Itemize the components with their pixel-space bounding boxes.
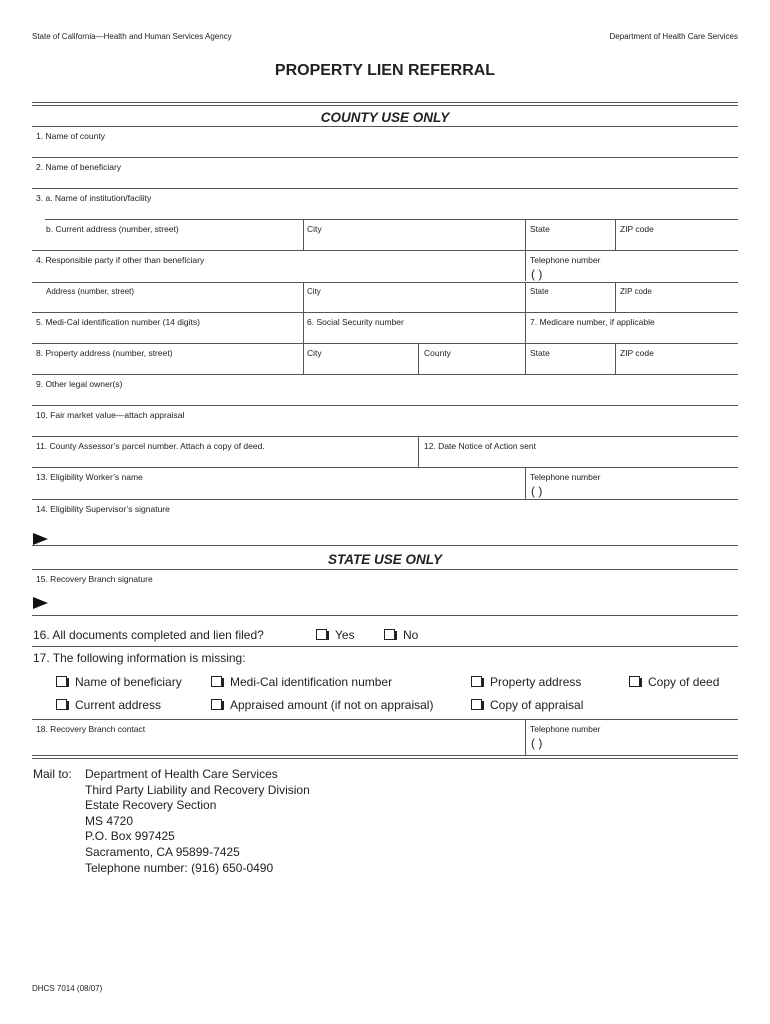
supervisor-signature-field[interactable] [52, 520, 738, 544]
field-3a-label: 3. a. Name of institution/facility [36, 193, 152, 203]
field-4-tel-label: Telephone number [530, 255, 601, 265]
field-1-label: 1. Name of county [36, 131, 105, 141]
divider [32, 250, 738, 251]
mail-address-block [85, 767, 310, 876]
checkbox-icon [471, 676, 482, 687]
divider [303, 313, 304, 343]
field-4-city-label: City [307, 287, 321, 296]
divider [32, 755, 738, 756]
form-id: DHCS 7014 (08/07) [32, 984, 103, 993]
divider [525, 251, 526, 281]
question-16: 16. All documents completed and lien filed? [33, 628, 264, 642]
department-header: Department of Health Care Services [609, 32, 738, 41]
divider [32, 374, 738, 375]
divider [418, 344, 419, 374]
county-section-heading: COUNTY USE ONLY [320, 110, 450, 125]
mail-address-line: Estate Recovery Section [85, 798, 217, 813]
telephone-area-code[interactable]: ( ) [531, 484, 543, 498]
mail-address-line: MS 4720 [85, 813, 134, 828]
divider [303, 344, 304, 374]
divider [525, 283, 526, 312]
divider [32, 102, 738, 103]
institution-name-field[interactable] [32, 189, 738, 219]
checkbox-icon [211, 699, 222, 710]
missing-copy-of-appraisal-checkbox[interactable]: Copy of appraisal [471, 698, 583, 712]
mail-address-line: Sacramento, CA 95899-7425 [85, 844, 240, 859]
divider [32, 569, 738, 570]
field-8-zip-label: ZIP code [620, 348, 654, 358]
missing-current-address-checkbox[interactable]: Current address [56, 698, 161, 712]
checkbox-icon [629, 676, 640, 687]
divider [32, 343, 738, 344]
divider [525, 344, 526, 374]
mail-to-label: Mail to: [33, 767, 72, 781]
field-4-state-label: State [530, 287, 549, 296]
yes-checkbox[interactable]: Yes [316, 628, 355, 642]
agency-header: State of California—Health and Human Services Agency [32, 32, 232, 41]
divider [615, 283, 616, 312]
mail-address-line: Department of Health Care Services [85, 767, 278, 781]
field-8-city-label: City [307, 348, 322, 358]
checkbox-icon [471, 699, 482, 710]
missing-appraised-amount-checkbox[interactable]: Appraised amount (if not on appraisal) [211, 698, 433, 712]
missing-copy-of-deed-checkbox[interactable]: Copy of deed [629, 675, 719, 689]
no-checkbox[interactable]: No [384, 628, 418, 642]
recovery-signature-field[interactable] [52, 588, 738, 614]
divider [32, 499, 738, 500]
field-13-label: 13. Eligibility Worker’s name [36, 472, 143, 482]
field-14-label: 14. Eligibility Supervisor’s signature [36, 504, 170, 514]
divider [32, 282, 738, 283]
divider [418, 437, 419, 467]
divider [32, 436, 738, 437]
divider [32, 105, 738, 106]
divider [303, 220, 304, 250]
missing-name-of-beneficiary-checkbox[interactable]: Name of beneficiary [56, 675, 182, 689]
divider [32, 405, 738, 406]
divider [303, 283, 304, 312]
telephone-area-code[interactable]: ( ) [531, 267, 543, 281]
field-4-label: 4. Responsible party if other than beneficiary [36, 255, 205, 265]
divider [45, 219, 738, 220]
checkbox-icon [384, 629, 395, 640]
checkbox-icon [316, 629, 327, 640]
question-17: 17. The following information is missing: [33, 651, 246, 665]
arrow-icon [33, 597, 48, 609]
divider [525, 468, 526, 499]
field-3b-state-label: State [530, 224, 550, 234]
state-section-heading: STATE USE ONLY [327, 552, 442, 567]
checkbox-icon [56, 676, 67, 687]
field-15-label: 15. Recovery Branch signature [36, 574, 153, 584]
field-10-label: 10. Fair market value—attach appraisal [36, 410, 185, 420]
mail-address-line: Telephone number: (916) 650-0490 [85, 860, 274, 875]
field-18-tel-label: Telephone number [530, 724, 601, 734]
divider [615, 220, 616, 250]
field-8-state-label: State [530, 348, 550, 358]
field-13-tel-label: Telephone number [530, 472, 601, 482]
telephone-area-code[interactable]: ( ) [531, 736, 543, 750]
field-8-label: 8. Property address (number, street) [36, 348, 173, 358]
field-5-label: 5. Medi-Cal identification number (14 digits) [36, 317, 200, 327]
field-4-zip-label: ZIP code [620, 287, 652, 296]
county-name-field[interactable] [32, 127, 738, 157]
divider [32, 646, 738, 647]
divider [32, 758, 738, 759]
field-18-label: 18. Recovery Branch contact [36, 724, 146, 734]
field-3b-city-label: City [307, 224, 322, 234]
page-title: PROPERTY LIEN REFERRAL [274, 62, 496, 79]
field-12-label: 12. Date Notice of Action sent [424, 441, 536, 451]
divider [32, 467, 738, 468]
missing-medi-cal-id-checkbox[interactable]: Medi-Cal identification number [211, 675, 392, 689]
field-11-label: 11. County Assessor’s parcel number. Attach a copy of deed. [36, 441, 265, 451]
field-4-address-label: Address (number, street) [46, 287, 135, 296]
field-7-label: 7. Medicare number, if applicable [530, 317, 655, 327]
arrow-icon [33, 533, 48, 545]
divider [32, 719, 738, 720]
mail-address-line: Third Party Liability and Recovery Division [85, 782, 310, 797]
checkbox-icon [56, 699, 67, 710]
divider [525, 720, 526, 755]
field-8-county-label: County [424, 348, 451, 358]
divider [615, 344, 616, 374]
divider [525, 220, 526, 250]
field-3b-label: b. Current address (number, street) [46, 224, 179, 234]
field-2-label: 2. Name of beneficiary [36, 162, 122, 172]
field-9-label: 9. Other legal owner(s) [36, 379, 123, 389]
field-6-label: 6. Social Security number [307, 317, 404, 327]
field-3b-zip-label: ZIP code [620, 224, 654, 234]
divider [32, 312, 738, 313]
checkbox-icon [211, 676, 222, 687]
beneficiary-name-field[interactable] [32, 158, 738, 188]
divider [32, 615, 738, 616]
missing-property-address-checkbox[interactable]: Property address [471, 675, 581, 689]
divider [32, 545, 738, 546]
mail-address-line: P.O. Box 997425 [85, 829, 175, 844]
divider [525, 313, 526, 343]
